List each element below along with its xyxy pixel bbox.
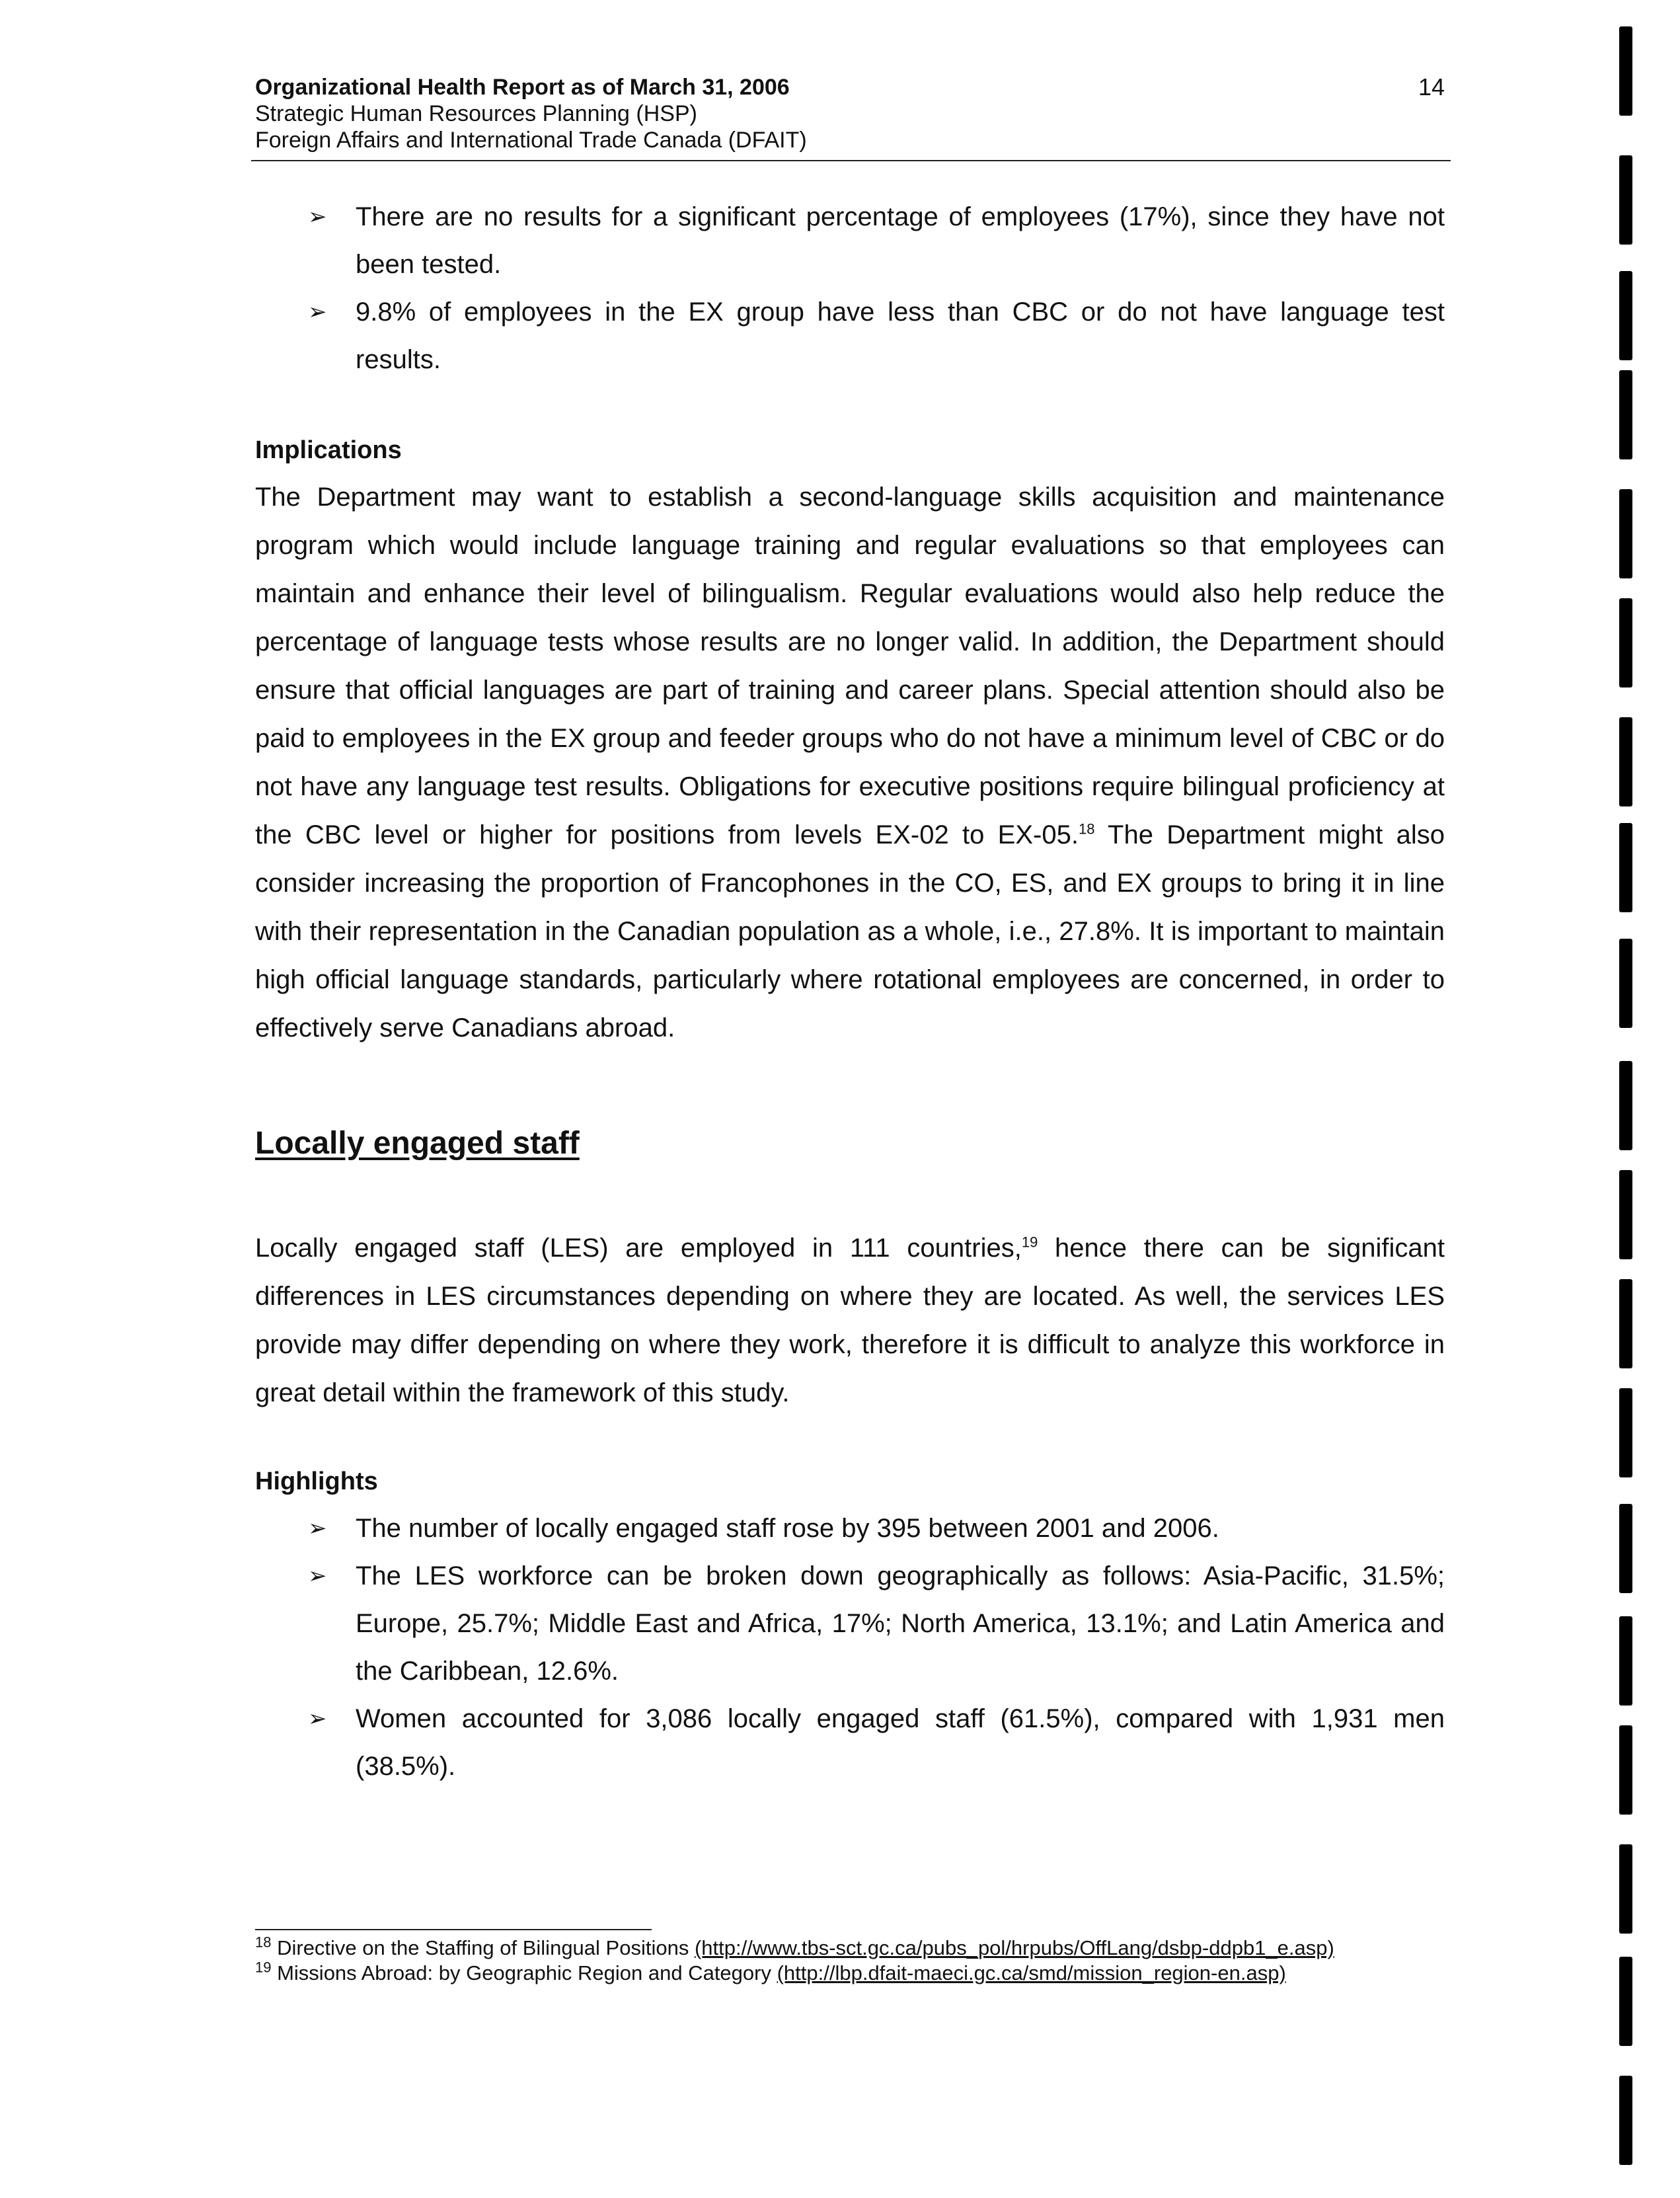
binder-mark bbox=[1619, 489, 1632, 578]
binder-mark bbox=[1619, 1388, 1632, 1477]
binder-mark bbox=[1619, 1504, 1632, 1593]
list-item bbox=[255, 193, 1445, 288]
footnote-link[interactable]: (http://lbp.dfait-maeci.gc.ca/smd/mission_region-en.asp) bbox=[777, 1961, 1286, 1984]
binder-mark bbox=[1619, 823, 1632, 912]
footnote-text: Directive on the Staffing of Bilingual Positions bbox=[271, 1936, 695, 1959]
highlights-heading: Highlights bbox=[255, 1468, 378, 1495]
report-title: Organizational Health Report as of March 31, 2006 bbox=[255, 75, 790, 100]
bullet-text: Women accounted for 3,086 locally engaged staff (61.5%), compared with 1,931 men (38.5%). bbox=[356, 1704, 1445, 1781]
list-item bbox=[255, 1552, 1445, 1695]
footnote-ref-19[interactable]: 19 bbox=[1021, 1234, 1038, 1251]
page-number: 14 bbox=[1418, 73, 1445, 100]
bullet-text: The number of locally engaged staff rose by 395 between 2001 and 2006. bbox=[356, 1514, 1219, 1543]
les-text-1: Locally engaged staff (LES) are employed in 111 countries, bbox=[255, 1234, 1022, 1263]
footnote-18 bbox=[255, 1936, 1445, 1961]
arrow-bullet-icon: ➢ bbox=[308, 204, 327, 229]
binder-mark bbox=[1619, 1616, 1632, 1706]
binder-mark bbox=[1619, 271, 1632, 360]
binder-mark bbox=[1619, 1725, 1632, 1815]
arrow-bullet-icon: ➢ bbox=[308, 1516, 327, 1541]
binder-mark bbox=[1619, 1170, 1632, 1259]
implications-text-1: The Department may want to establish a second-language skills acquisition and maintenance program which would include language training and regular evaluations so that employees can maintain and enhance their level of bilingualism. Regular evaluations would also help reduce the percentage of language tests whose results are no longer valid. In addition, the Department should ensure that official languages are part of training and career plans. Special attention should also be paid to employees in the EX group and feeder groups who do not have a minimum level of CBC or do not have any language test results. Obligations for executive positions require bilingual proficiency at the CBC level or higher for positions from levels EX-02 to EX-05. bbox=[255, 483, 1445, 849]
binder-mark bbox=[1619, 1844, 1632, 1934]
header-organization: Foreign Affairs and International Trade Canada (DFAIT) bbox=[255, 128, 807, 153]
binder-mark bbox=[1619, 939, 1632, 1028]
footnote-19 bbox=[255, 1961, 1445, 1986]
main-content bbox=[255, 193, 1445, 1790]
footnote-divider bbox=[255, 1929, 652, 1930]
les-text-2: hence there can be significant differences in LES circumstances depending on where they are located. As well, the services LES provide may differ depending on where they work, therefore it is difficult to analyze this workforce in great detail within the framework of this study. bbox=[255, 1234, 1445, 1407]
page-header bbox=[255, 74, 1445, 153]
binder-mark bbox=[1619, 26, 1632, 116]
arrow-bullet-icon: ➢ bbox=[308, 299, 327, 325]
list-item bbox=[255, 1505, 1445, 1552]
binder-mark bbox=[1619, 598, 1632, 687]
list-item bbox=[255, 1695, 1445, 1790]
footnote-number: 19 bbox=[255, 1959, 272, 1976]
header-subtitle: Strategic Human Resources Planning (HSP) bbox=[255, 101, 697, 126]
les-paragraph bbox=[255, 1224, 1445, 1417]
bullet-text: The LES workforce can be broken down geographically as follows: Asia-Pacific, 31.5%; Europe, 25.7%; Middle East and Africa, 17%; North America, 13.1%; and Latin America and the Caribbean, 12.6%. bbox=[356, 1561, 1445, 1686]
implications-text-2: The Department might also consider increasing the proportion of Francophones in the CO, ES, and EX groups to bring it in line with their representation in the Canadian population as a whole, i.e., 27.8%. It is important to maintain high official language standards, particularly where rotational employees are concerned, in order to effectively serve Canadians abroad. bbox=[255, 820, 1445, 1042]
footnotes bbox=[255, 1936, 1445, 1986]
binder-mark bbox=[1619, 1061, 1632, 1150]
binder-mark bbox=[1619, 2076, 1632, 2165]
binder-mark bbox=[1619, 155, 1632, 245]
footnote-number: 18 bbox=[255, 1934, 272, 1951]
header-divider bbox=[251, 160, 1451, 161]
arrow-bullet-icon: ➢ bbox=[308, 1563, 327, 1589]
list-item bbox=[255, 288, 1445, 383]
section-heading-les: Locally engaged staff bbox=[255, 1126, 580, 1161]
footnote-ref-18[interactable]: 18 bbox=[1078, 820, 1095, 838]
footnote-text: Missions Abroad: by Geographic Region and Category bbox=[271, 1961, 777, 1984]
bullet-text: 9.8% of employees in the EX group have less than CBC or do not have language test results. bbox=[356, 297, 1445, 374]
arrow-bullet-icon: ➢ bbox=[308, 1706, 327, 1731]
bullet-text: There are no results for a significant percentage of employees (17%), since they have not been tested. bbox=[356, 202, 1445, 279]
binder-mark bbox=[1619, 370, 1632, 459]
binder-mark bbox=[1619, 1957, 1632, 2046]
implications-paragraph bbox=[255, 473, 1445, 1052]
highlights-list bbox=[255, 1505, 1445, 1790]
binder-mark bbox=[1619, 1279, 1632, 1368]
binder-mark bbox=[1619, 717, 1632, 806]
top-bullet-list bbox=[255, 193, 1445, 383]
implications-heading: Implications bbox=[255, 436, 402, 464]
footnote-link[interactable]: (http://www.tbs-sct.gc.ca/pubs_pol/hrpubs/OffLang/dsbp-ddpb1_e.asp) bbox=[694, 1936, 1334, 1959]
